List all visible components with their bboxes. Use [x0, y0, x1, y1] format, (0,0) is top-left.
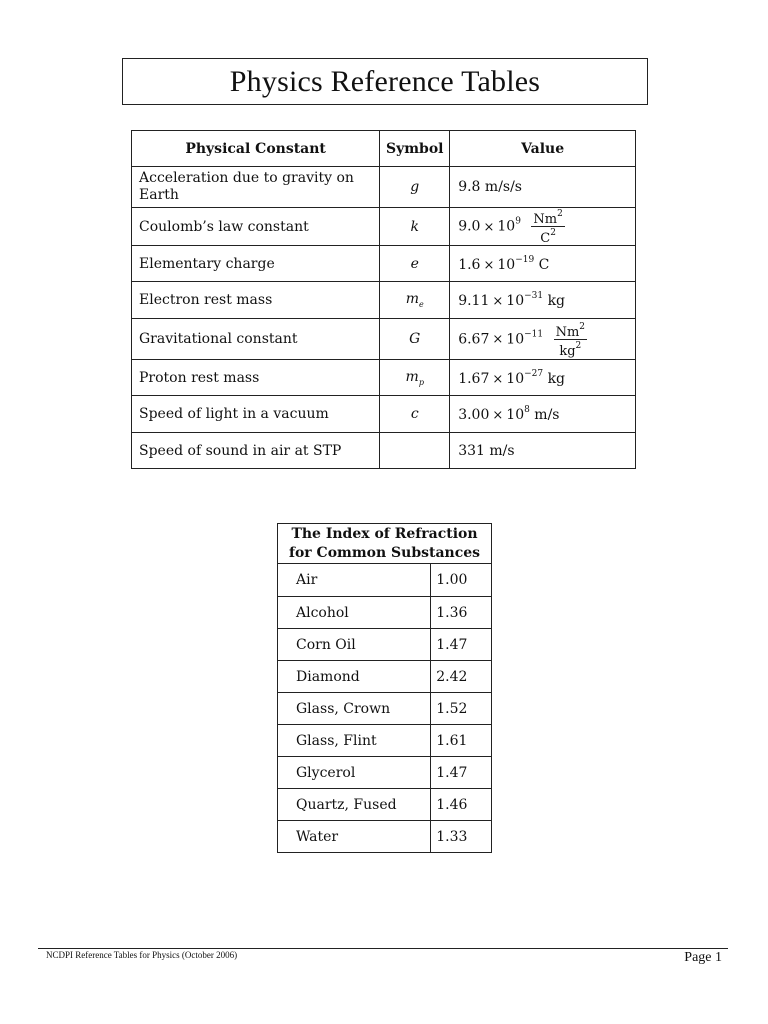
value-mantissa: 9.0: [458, 218, 481, 235]
table-row: [278, 693, 492, 725]
title-box: [122, 58, 648, 105]
value-base: 10: [506, 293, 525, 309]
constant-name: Electron rest mass: [132, 282, 380, 319]
symbol-subscript: p: [418, 377, 424, 387]
value-base: 10: [506, 407, 525, 423]
constant-name: Speed of light in a vacuum: [132, 396, 380, 433]
substance-name: Corn Oil: [278, 629, 431, 661]
constant-value: 331 m/s: [450, 433, 636, 469]
value-base: 10: [506, 331, 525, 347]
table-row: [132, 208, 636, 246]
value-unit: kg: [547, 293, 566, 309]
constant-name: Acceleration due to gravity on Earth: [132, 167, 380, 208]
symbol-base: m: [405, 291, 419, 307]
substance-name: Glycerol: [278, 757, 431, 789]
substance-name: Glass, Crown: [278, 693, 431, 725]
constant-symbol: k: [380, 208, 450, 246]
table-row: [278, 757, 492, 789]
constant-value: [450, 319, 636, 360]
value-mantissa: 1.67: [458, 370, 490, 387]
refraction-index: 1.36: [431, 597, 492, 629]
page-title: Physics Reference Tables: [229, 64, 541, 98]
refraction-index: 1.33: [431, 821, 492, 853]
table-row: [278, 725, 492, 757]
table-header-row: [132, 131, 636, 167]
value-mantissa: 6.67: [458, 331, 490, 347]
column-header: Physical Constant: [132, 131, 380, 167]
constant-symbol: g: [380, 167, 450, 208]
constant-symbol: [380, 433, 450, 469]
table-row: [132, 319, 636, 360]
constant-name: Gravitational constant: [132, 319, 380, 360]
constant-value: [450, 246, 636, 282]
physical-constants-table: [131, 130, 636, 469]
value-base: 10: [497, 256, 516, 273]
symbol-base: m: [405, 368, 419, 385]
constant-value: [450, 396, 636, 433]
constant-name: Coulomb’s law constant: [132, 208, 380, 246]
refraction-index: 1.52: [431, 693, 492, 725]
value-mantissa: 3.00: [458, 407, 490, 423]
constant-symbol: [380, 282, 450, 319]
column-header: Value: [450, 131, 636, 167]
column-header: Symbol: [380, 131, 450, 167]
unit-numerator: Nm$^2$: [533, 209, 563, 227]
table-row: [132, 396, 636, 433]
unit-denominator: $C^2$: [540, 228, 556, 246]
constant-name: Speed of sound in air at STP: [132, 433, 380, 469]
refraction-index: 1.47: [431, 629, 492, 661]
value-exponent: 9: [515, 216, 521, 227]
footer-source: NCDPI Reference Tables for Physics (October 2006): [46, 950, 238, 960]
table-title-line: The Index of Refraction: [291, 526, 478, 542]
times-sign: ×: [492, 332, 504, 347]
substance-name: Diamond: [278, 661, 431, 693]
constant-symbol: G: [380, 319, 450, 360]
table-row: [278, 789, 492, 821]
value-base: 10: [506, 370, 525, 387]
table-row: [278, 661, 492, 693]
constant-symbol: [380, 360, 450, 396]
table-row: [278, 564, 492, 597]
value-exponent: −27: [524, 368, 544, 379]
table-title-line: for Common Substances: [288, 545, 481, 561]
table-row: [278, 597, 492, 629]
constant-value: [450, 282, 636, 319]
unit-denominator: $kg^2$: [559, 340, 582, 359]
refraction-index: 1.61: [431, 725, 492, 757]
value-mantissa: 9.11: [458, 293, 490, 309]
table-row: [132, 167, 636, 208]
refraction-index-table: [277, 523, 492, 853]
times-sign: ×: [492, 408, 504, 423]
substance-name: Quartz, Fused: [278, 789, 431, 821]
table-row: [132, 360, 636, 396]
times-sign: ×: [483, 219, 495, 235]
substance-name: Air: [278, 564, 431, 597]
constant-symbol: c: [380, 396, 450, 433]
page-number: Page 1: [684, 950, 722, 965]
times-sign: ×: [492, 371, 504, 387]
table-row: [278, 821, 492, 853]
table-row: [132, 282, 636, 319]
table-row: [278, 629, 492, 661]
table-row: [132, 433, 636, 469]
times-sign: ×: [492, 294, 504, 309]
table-row: [132, 246, 636, 282]
refraction-index: 1.46: [431, 789, 492, 821]
value-exponent: −19: [515, 254, 535, 265]
value-unit: C: [538, 256, 550, 273]
substance-name: Glass, Flint: [278, 725, 431, 757]
unit-numerator: Nm$^2$: [555, 321, 585, 340]
value-base: 10: [497, 218, 516, 235]
footer-divider: [38, 948, 728, 949]
refraction-index: 1.00: [431, 564, 492, 597]
value-exponent: −31: [524, 291, 544, 301]
constant-value: [450, 360, 636, 396]
refraction-index: 2.42: [431, 661, 492, 693]
value-exponent: 8: [524, 405, 530, 415]
constant-symbol: e: [380, 246, 450, 282]
constant-value: [450, 208, 636, 246]
constant-name: Elementary charge: [132, 246, 380, 282]
substance-name: Water: [278, 821, 431, 853]
symbol-subscript: e: [419, 300, 424, 309]
value-unit: kg: [547, 370, 566, 387]
table-title: [278, 524, 492, 564]
value-mantissa: 1.6: [458, 256, 481, 273]
value-exponent: −11: [524, 329, 544, 339]
table-header-row: [278, 524, 492, 564]
value-unit: m/s: [534, 407, 560, 423]
constant-name: Proton rest mass: [132, 360, 380, 396]
unit-fraction: [531, 208, 564, 245]
substance-name: Alcohol: [278, 597, 431, 629]
refraction-index: 1.47: [431, 757, 492, 789]
constant-value: 9.8 m/s/s: [450, 167, 636, 208]
times-sign: ×: [483, 257, 495, 273]
unit-fraction: [554, 321, 587, 358]
